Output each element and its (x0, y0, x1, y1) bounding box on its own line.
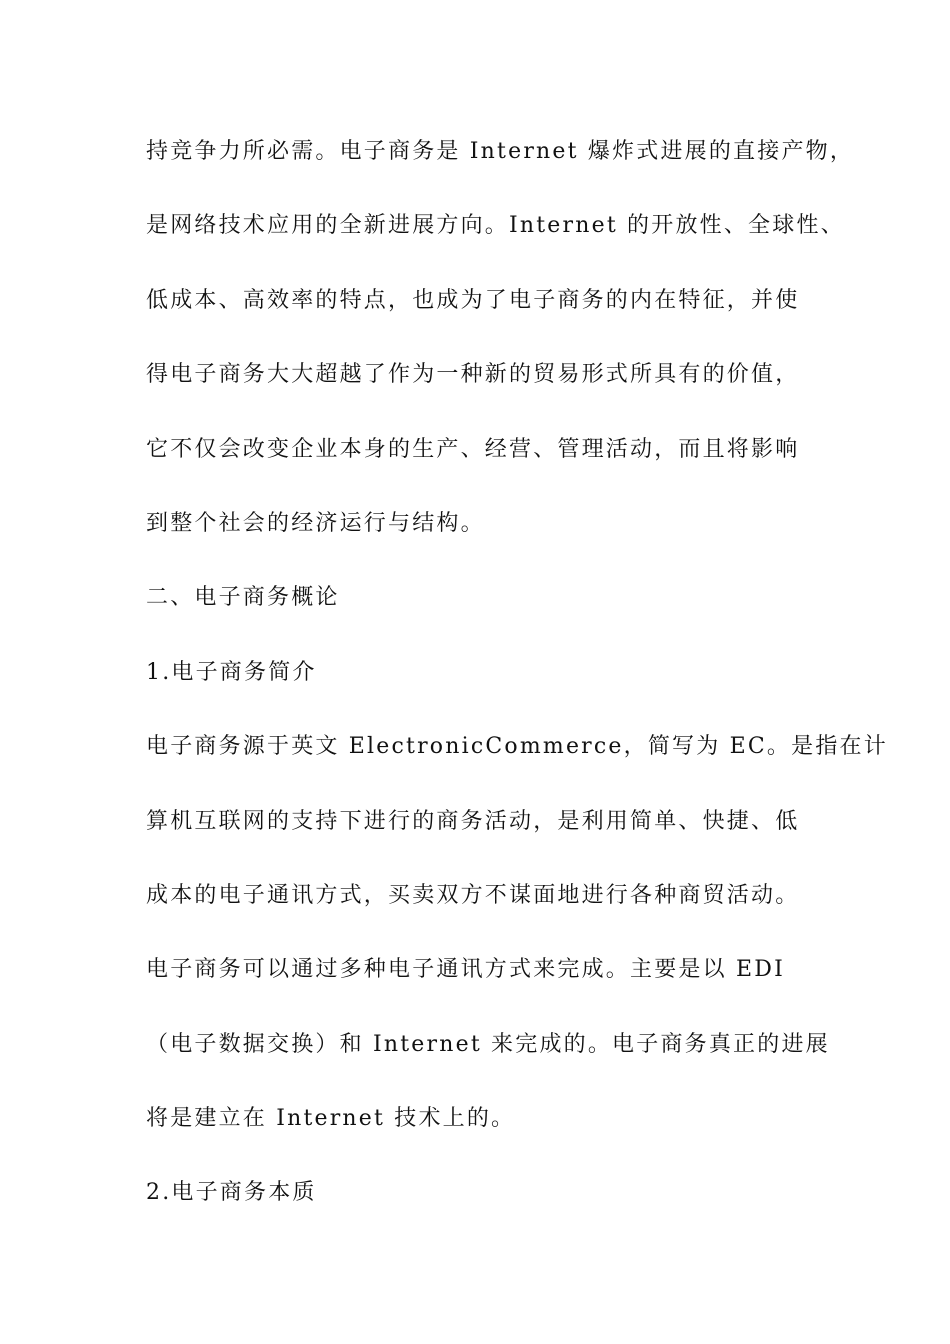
paragraph-line: 成本的电子通讯方式，买卖双方不谋面地进行各种商贸活动。 (146, 882, 800, 908)
paragraph-line: 低成本、高效率的特点，也成为了电子商务的内在特征，并使 (146, 287, 800, 313)
paragraph-line: 是网络技术应用的全新进展方向。Internet 的开放性、全球性、 (146, 213, 845, 239)
paragraph-line: 持竞争力所必需。电子商务是 Internet 爆炸式进展的直接产物， (146, 139, 855, 164)
paragraph-line: 它不仅会改变企业本身的生产、经营、管理活动，而且将影响 (146, 436, 800, 462)
paragraph-line: 电子商务可以通过多种电子通讯方式来完成。主要是以 EDI (146, 957, 785, 983)
subsection-heading: 2.电子商务本质 (146, 1180, 317, 1206)
paragraph-line: 将是建立在 Internet 技术上的。 (146, 1106, 516, 1132)
document-body (146, 130, 888, 1246)
paragraph-line: （电子数据交换）和 Internet 来完成的。电子商务真正的进展 (146, 1031, 830, 1057)
paragraph-line: 到整个社会的经济运行与结构。 (146, 510, 485, 536)
paragraph-line: 得电子商务大大超越了作为一种新的贸易形式所具有的价值， (146, 362, 800, 388)
subsection-heading: 1.电子商务简介 (146, 659, 317, 685)
section-heading: 二、电子商务概论 (146, 585, 340, 611)
paragraph-line: 电子商务源于英文 ElectronicCommerce，简写为 EC。是指在计 (146, 734, 888, 760)
paragraph-line: 算机互联网的支持下进行的商务活动，是利用简单、快捷、低 (146, 808, 800, 834)
